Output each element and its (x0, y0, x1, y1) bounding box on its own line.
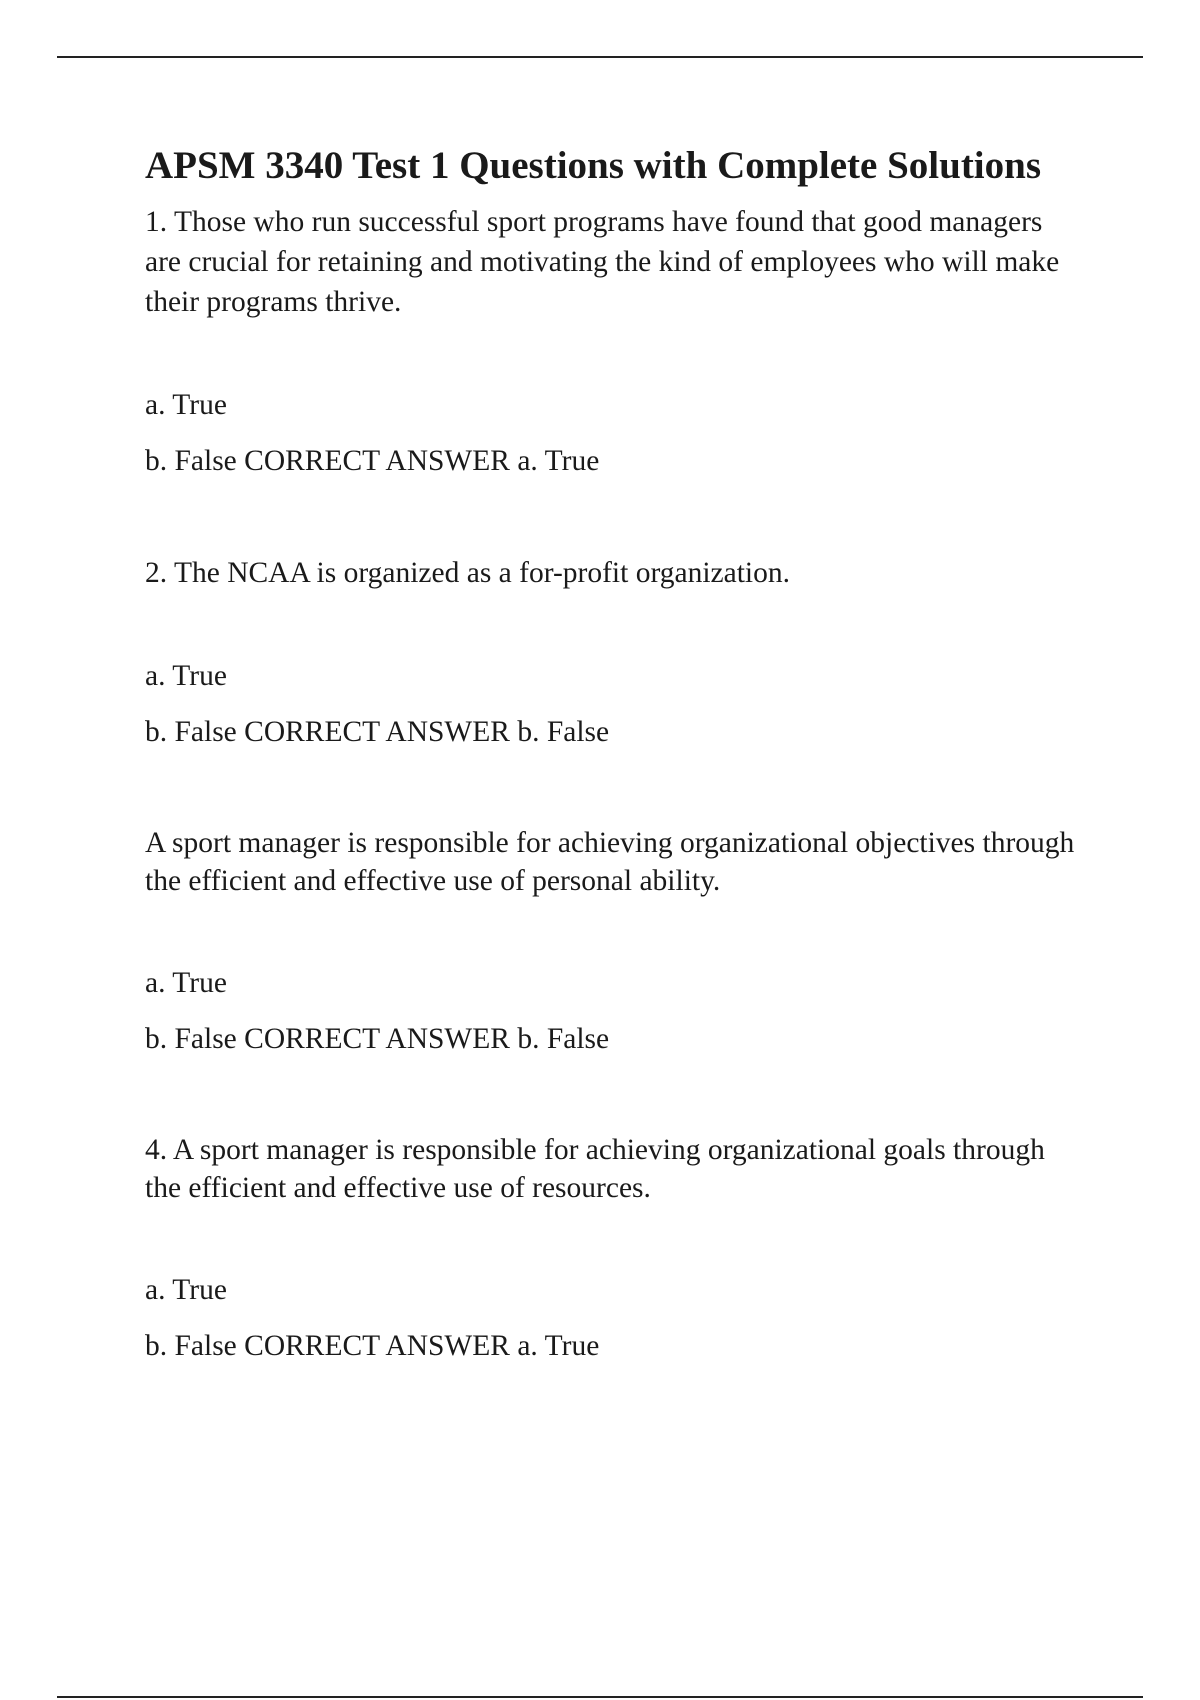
top-rule (57, 56, 1143, 58)
option-b-with-answer: b. False CORRECT ANSWER b. False (145, 1023, 610, 1055)
option-a: a. True (145, 1274, 227, 1306)
question-4 (145, 1131, 1085, 1366)
question-text: 2. The NCAA is organized as a for-profit organization. (145, 557, 790, 589)
option-b-with-answer: b. False CORRECT ANSWER a. True (145, 445, 600, 477)
question-3 (145, 824, 1085, 1059)
document-title: APSM 3340 Test 1 Questions with Complete Solutions (145, 144, 1042, 187)
question-text: 4. A sport manager is responsible for achieving organizational goals through the efficient and effective use of resources. (145, 1134, 1045, 1204)
bottom-rule (57, 1696, 1143, 1698)
question-text: A sport manager is responsible for achieving organizational objectives through the efficient and effective use of personal ability. (145, 827, 1075, 897)
option-b-with-answer: b. False CORRECT ANSWER a. True (145, 1330, 600, 1362)
option-b-with-answer: b. False CORRECT ANSWER b. False (145, 716, 610, 748)
question-2 (145, 553, 1085, 752)
option-a: a. True (145, 967, 227, 999)
question-1 (145, 202, 1085, 481)
document-body (145, 140, 1085, 1366)
question-text: 1. Those who run successful sport programs have found that good managers are crucial for retaining and motivating the kind of employees who will make their programs thrive. (145, 206, 1060, 318)
option-a: a. True (145, 660, 227, 692)
option-a: a. True (145, 389, 227, 421)
